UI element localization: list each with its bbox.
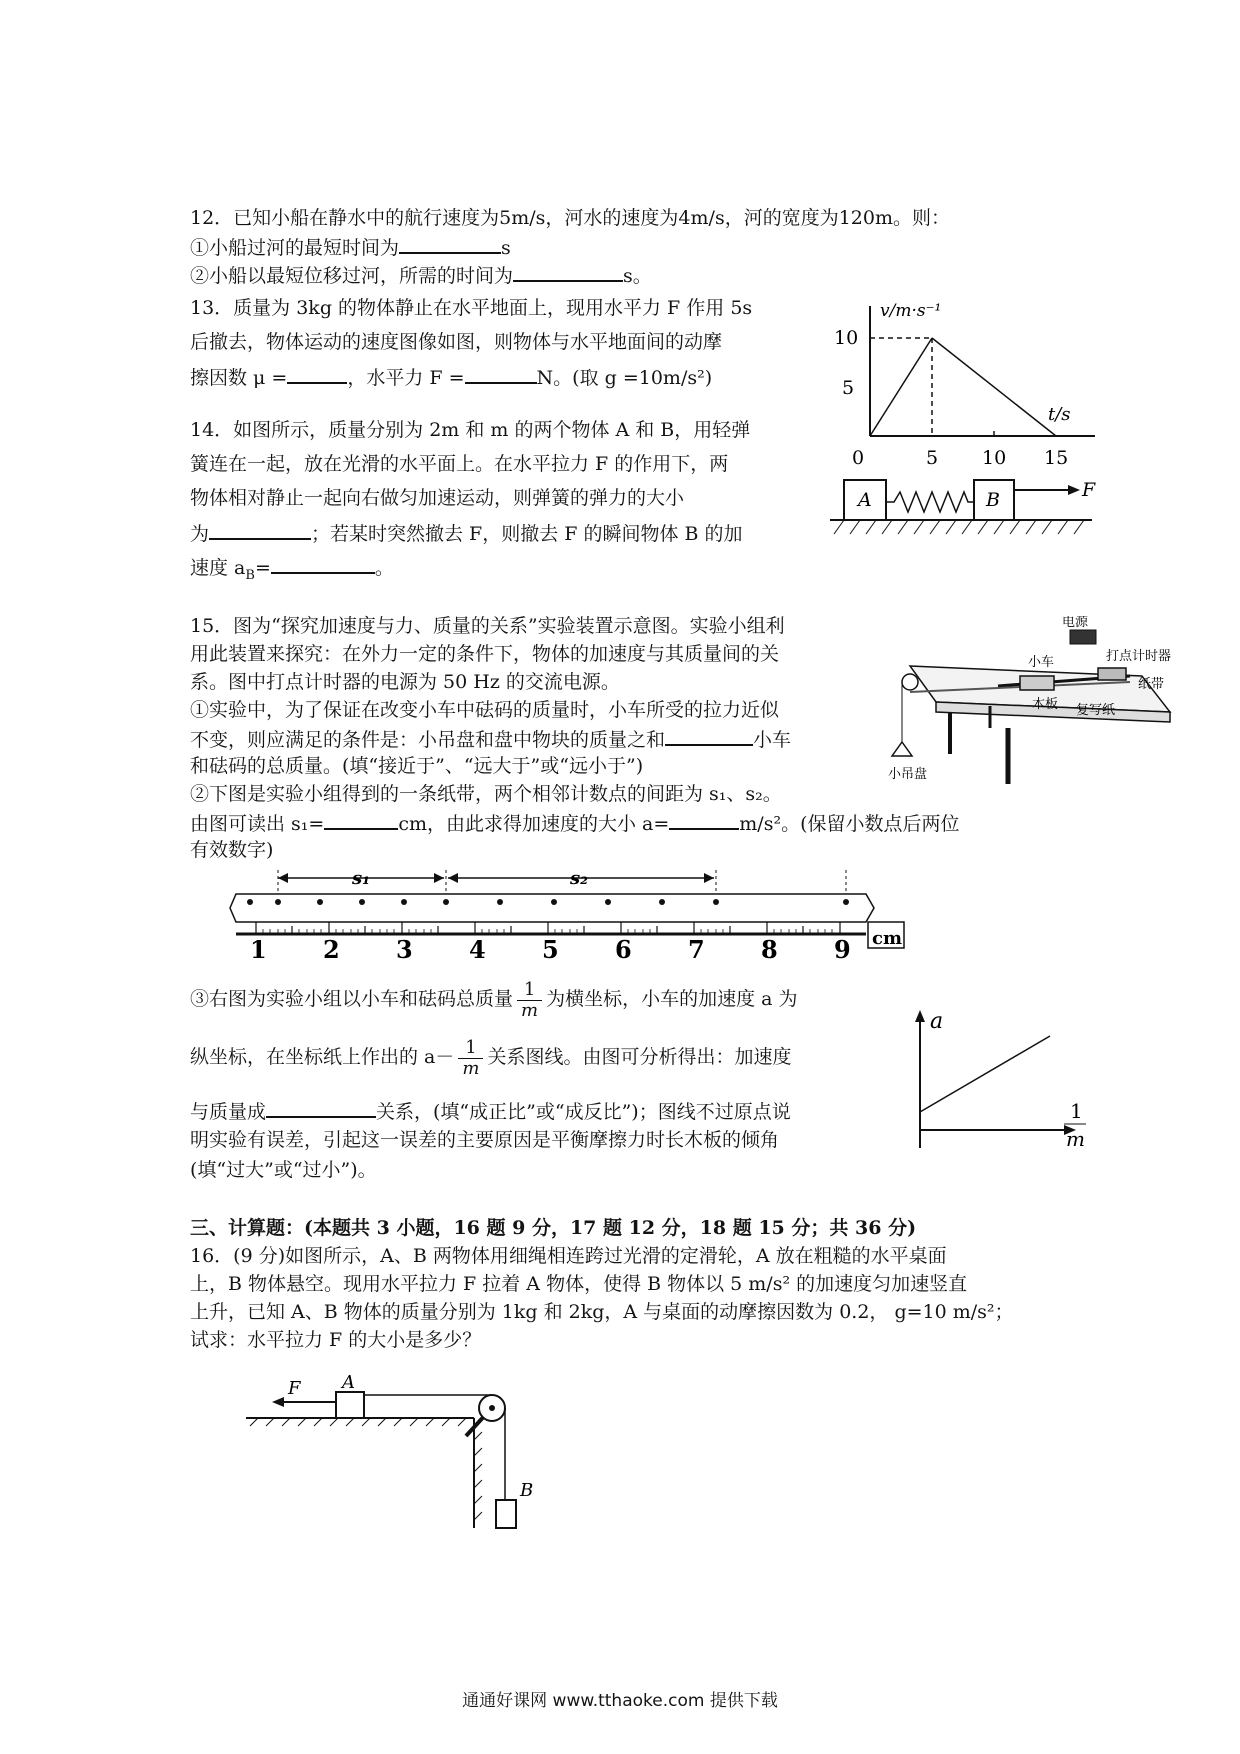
tape-s1-label: s₁ xyxy=(352,868,371,889)
q13-line3-b: ，水平力 F = xyxy=(347,367,465,389)
q14-line4-a: 为 xyxy=(190,523,210,545)
answer-blank xyxy=(324,810,398,830)
answer-blank xyxy=(665,726,753,746)
q15-line12-a: 与质量成 xyxy=(190,1101,267,1123)
q15-line12-b: 关系，(填“成正比”或“成反比”)；图线不过原点说 xyxy=(376,1101,791,1123)
q15-line5-b: 小车 xyxy=(753,729,792,751)
q12-stem: 12．已知小船在静水中的航行速度为5m/s，河水的速度为4m/s，河的宽度为120m。则： xyxy=(190,207,950,229)
ruler-unit: cm xyxy=(872,928,903,949)
q15-line7: ②下图是实验小组得到的一条纸带，两个相邻计数点的间距为 s₁、s₂。 xyxy=(190,783,782,805)
q12-part1-text: ①小船过河的最短时间为 xyxy=(190,237,400,259)
experiment-apparatus-figure xyxy=(880,616,1180,784)
graph-xtick-15: 15 xyxy=(1044,447,1069,469)
answer-blank xyxy=(266,1098,376,1118)
answer-blank xyxy=(513,262,623,282)
q14-line4 xyxy=(190,520,743,546)
q15-line10 xyxy=(190,972,798,1026)
q15-line8 xyxy=(190,810,959,836)
block-a xyxy=(336,1392,364,1418)
ruler-2: 2 xyxy=(323,935,340,964)
block-a-label: A xyxy=(858,489,872,511)
q12-part1-unit: s xyxy=(501,237,511,259)
q15-line12 xyxy=(190,1098,791,1124)
q16-line2: 上，B 物体悬空。现用水平拉力 F 拉着 A 物体，使得 B 物体以 5 m/s² 的加速度匀加速竖直 xyxy=(190,1273,968,1295)
q15-line14: (填“过大”或“过小”)。 xyxy=(190,1159,377,1181)
label-tape: 纸带 xyxy=(1138,677,1165,692)
section3-title: 三、计算题：(本题共 3 小题，16 题 9 分，17 题 12 分，18 题 15 分；共 36 分) xyxy=(190,1217,917,1239)
spring xyxy=(886,492,974,512)
graph-ytick-5: 5 xyxy=(842,377,855,399)
label-cart: 小车 xyxy=(1028,655,1055,670)
q13-line1: 13．质量为 3kg 的物体静止在水平地面上，现用水平力 F 作用 5s xyxy=(190,297,753,319)
velocity-time-graph xyxy=(830,298,1100,470)
cart xyxy=(1020,676,1054,690)
force-label: F xyxy=(1082,479,1096,501)
fraction-one-over-m xyxy=(458,1038,483,1079)
q12-part2-unit: s。 xyxy=(623,265,652,287)
block-b xyxy=(496,1500,516,1528)
q13-line3-a: 擦因数 μ = xyxy=(190,367,288,389)
q14-line5-b: = xyxy=(254,557,271,579)
graph-ylabel: v/m·s⁻¹ xyxy=(880,301,942,321)
q15-line3: 系。图中打点计时器的电源为 50 Hz 的交流电源。 xyxy=(190,671,620,693)
power-supply xyxy=(1070,630,1096,644)
block-b-label: B xyxy=(986,489,1000,511)
q14-line5-a: 速度 a xyxy=(190,557,246,579)
graph-x-den: m xyxy=(1066,1127,1085,1151)
graph-xtick-0: 0 xyxy=(852,447,865,469)
q15-line10-b: 为横坐标，小车的加速度 a 为 xyxy=(546,988,798,1010)
label-paper: 复写纸 xyxy=(1076,703,1116,718)
acceleration-inverse-mass-graph xyxy=(880,1000,1100,1170)
q15-line5 xyxy=(190,726,791,752)
answer-blank xyxy=(271,554,375,574)
q15-line4: ①实验中，为了保证在改变小车中砝码的质量时，小车所受的拉力近似 xyxy=(190,699,780,721)
q14-line4-b: ；若某时突然撤去 F，则撤去 F 的瞬间物体 B 的加 xyxy=(311,523,743,545)
fraction-one-over-m xyxy=(517,980,542,1021)
q14-line5 xyxy=(190,554,394,588)
pulley-system-figure xyxy=(246,1372,556,1532)
timer xyxy=(1098,668,1126,680)
q13-line3-c: N。(取 g =10m/s²) xyxy=(536,367,713,389)
graph-rise-line xyxy=(870,338,932,436)
ruler-9: 9 xyxy=(834,935,851,964)
q12-part2-text: ②小船以最短位移过河，所需的时间为 xyxy=(190,265,514,287)
pulley-force-label: F xyxy=(288,1378,301,1399)
a-m-line xyxy=(920,1036,1050,1112)
q15-line10-a: ③右图为实验小组以小车和砝码总质量 xyxy=(190,988,514,1010)
q14-line5-c: 。 xyxy=(374,557,394,579)
label-power: 电源 xyxy=(1062,616,1089,630)
ruler-8: 8 xyxy=(761,935,778,964)
q15-line6: 和砝码的总质量。(填“接近于”、“远大于”或“远小于”) xyxy=(190,755,644,777)
q15-line11-b: 关系图线。由图可分析得出：加速度 xyxy=(487,1046,792,1068)
answer-blank xyxy=(287,364,347,384)
frac-den: m xyxy=(521,999,539,1021)
q13-line3 xyxy=(190,364,712,390)
graph-x-num: 1 xyxy=(1070,1099,1083,1123)
graph-fall-line xyxy=(932,338,1056,436)
pulley-block-a-label: A xyxy=(342,1372,355,1393)
label-pan: 小吊盘 xyxy=(888,767,928,782)
q14-line5-sub: B xyxy=(245,567,255,583)
label-timer: 打点计时器 xyxy=(1106,649,1172,664)
q15-line8-a: 由图可读出 s₁= xyxy=(190,813,325,835)
paper-tape-ruler-figure xyxy=(226,868,906,964)
q15-line11 xyxy=(190,1030,791,1084)
answer-blank xyxy=(669,810,739,830)
tape-s2-label: s₂ xyxy=(570,868,589,889)
q14-line3: 物体相对静止一起向右做匀加速运动，则弹簧的弹力的大小 xyxy=(190,487,685,509)
ruler-3: 3 xyxy=(396,935,413,964)
q15-line8-b: cm，由此求得加速度的大小 a= xyxy=(398,813,670,835)
ruler-4: 4 xyxy=(469,935,486,964)
q16-line4: 试求：水平拉力 F 的大小是多少？ xyxy=(190,1329,482,1351)
answer-blank xyxy=(399,234,501,254)
q15-line11-a: 纵坐标，在坐标纸上作出的 a－ xyxy=(190,1046,455,1068)
ruler-7: 7 xyxy=(688,935,705,964)
q14-line2: 簧连在一起，放在光滑的水平面上。在水平拉力 F 的作用下，两 xyxy=(190,453,729,475)
q16-line3: 上升，已知 A、B 物体的质量分别为 1kg 和 2kg，A 与桌面的动摩擦因数为 0.2， g=10 m/s²； xyxy=(190,1301,1014,1323)
frac-num: 1 xyxy=(517,980,542,1001)
q13-line2: 后撤去，物体运动的速度图像如图，则物体与水平地面间的动摩 xyxy=(190,331,723,353)
q15-line13: 明实验有误差，引起这一误差的主要原因是平衡摩擦力时长木板的倾角 xyxy=(190,1129,780,1151)
spring-blocks-figure xyxy=(830,474,1100,540)
page-footer: 通通好课网 www.tthaoke.com 提供下载 xyxy=(462,1691,778,1711)
q12-part2 xyxy=(190,262,652,288)
label-board: 木板 xyxy=(1032,697,1059,712)
frac-den: m xyxy=(462,1057,480,1079)
pulley-block-b-label: B xyxy=(520,1480,534,1501)
q15-line5-a: 不变，则应满足的条件是：小吊盘和盘中物块的质量之和 xyxy=(190,729,666,751)
graph-a-label: a xyxy=(930,1009,944,1034)
q15-line2: 用此装置来探究：在外力一定的条件下，物体的加速度与其质量间的关 xyxy=(190,643,780,665)
graph-xtick-10: 10 xyxy=(982,447,1007,469)
q16-line1: 16．(9 分)如图所示，A、B 两物体用细绳相连跨过光滑的定滑轮，A 放在粗糙的水平桌面 xyxy=(190,1245,947,1267)
q15-line8-c: m/s²。(保留小数点后两位 xyxy=(739,813,960,835)
ruler-5: 5 xyxy=(542,935,559,964)
graph-ytick-10: 10 xyxy=(834,327,859,349)
answer-blank xyxy=(209,520,311,540)
q14-line1: 14．如图所示，质量分别为 2m 和 m 的两个物体 A 和 B，用轻弹 xyxy=(190,419,751,441)
q15-line9: 有效数字) xyxy=(190,839,274,861)
ruler-1: 1 xyxy=(250,935,267,964)
frac-num: 1 xyxy=(458,1038,483,1059)
graph-xlabel: t/s xyxy=(1048,404,1071,425)
ruler-6: 6 xyxy=(615,935,632,964)
q15-line1: 15．图为“探究加速度与力、质量的关系”实验装置示意图。实验小组利 xyxy=(190,615,785,637)
answer-blank xyxy=(465,364,537,384)
graph-xtick-5: 5 xyxy=(926,447,939,469)
q12-part1 xyxy=(190,234,511,260)
